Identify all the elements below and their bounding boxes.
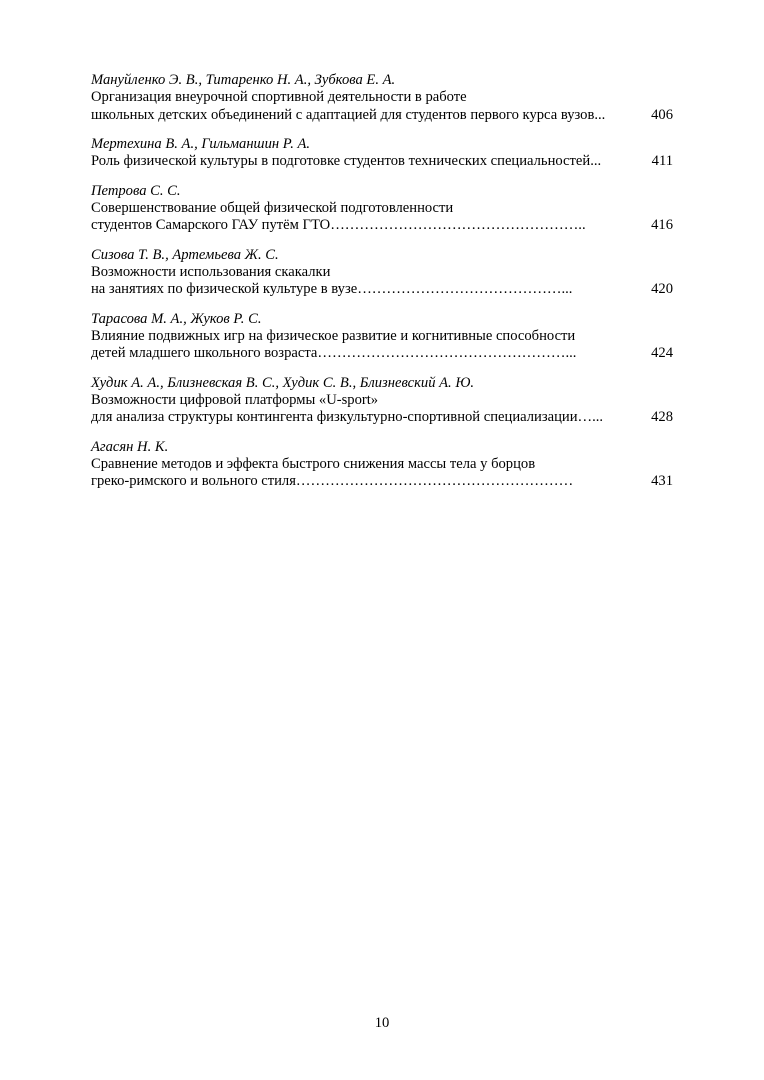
toc-entry (91, 72, 673, 124)
toc-entry-title-last-line: Роль физической культуры в подготовке студентов технических специальностей... (91, 153, 602, 169)
toc-entry-leader-line (91, 281, 673, 299)
toc-entry-authors: Сизова Т. В., Артемьева Ж. С. (91, 246, 279, 263)
toc-entry-authors: Тарасова М. А., Жуков Р. С. (91, 310, 262, 327)
toc-entry (91, 247, 673, 299)
toc-entry-title-line: Возможности использования скакалки (91, 263, 331, 280)
toc-entry-leader-line (91, 107, 673, 125)
toc-entry-page-number: 428 (651, 409, 673, 425)
toc-entry-title-line: Влияние подвижных игр на физическое развитие и когнитивные способности (91, 327, 576, 344)
toc-entry-page-number: 406 (651, 106, 673, 123)
toc-entry-title-last-line: школьных детских объединений с адаптацией для студентов первого курса вузов... (91, 106, 606, 123)
toc-entry-title-last-line: для анализа структуры контингента физкультурно-спортивной специализации…... (91, 409, 604, 425)
toc-entry-leader-line (91, 345, 673, 363)
toc-entry-authors: Агасян Н. К. (91, 438, 169, 455)
table-of-contents (91, 72, 673, 503)
toc-entry-leader-line (91, 153, 673, 171)
toc-entry-page-number: 424 (651, 345, 673, 361)
toc-entry (91, 183, 673, 235)
toc-entry-page-number: 431 (651, 473, 673, 489)
toc-entry-authors: Худик А. А., Близневская В. С., Худик С. В., Близневский А. Ю. (91, 374, 475, 391)
toc-entry-page-number: 420 (651, 281, 673, 297)
toc-entry (91, 375, 673, 427)
toc-entry-title-line: Сравнение методов и эффекта быстрого снижения массы тела у борцов (91, 455, 536, 472)
toc-entry-title-last-line: греко-римского и вольного стиля………………………………………………… (91, 473, 574, 489)
toc-entry-page-number: 416 (651, 217, 673, 233)
toc-entry (91, 311, 673, 363)
toc-entry-title-line: Организация внеурочной спортивной деятельности в работе (91, 89, 467, 105)
toc-entry-authors: Мануйленко Э. В., Титаренко Н. А., Зубкова Е. А. (91, 72, 396, 88)
toc-entry-title-line: Возможности цифровой платформы «U-sport» (91, 391, 379, 408)
toc-entry-title-line: Совершенствование общей физической подготовленности (91, 199, 454, 216)
toc-entry-authors: Мертехина В. А., Гильманшин Р. А. (91, 136, 311, 152)
page-number: 10 (374, 1015, 390, 1031)
toc-entry-title-last-line: студентов Самарского ГАУ путём ГТО…………………………………………….. (91, 217, 586, 233)
toc-entry-authors: Петрова С. С. (91, 182, 181, 199)
toc-entry-leader-line (91, 409, 673, 427)
toc-entry (91, 439, 673, 491)
toc-entry-page-number: 411 (651, 153, 673, 169)
toc-entry-leader-line (91, 473, 673, 491)
toc-entry-title-last-line: детей младшего школьного возраста……………………………………………... (91, 345, 577, 361)
toc-entry-title-last-line: на занятиях по физической культуре в вузе……………………………………... (91, 281, 573, 297)
toc-entry-leader-line (91, 217, 673, 235)
toc-entry (91, 136, 673, 171)
